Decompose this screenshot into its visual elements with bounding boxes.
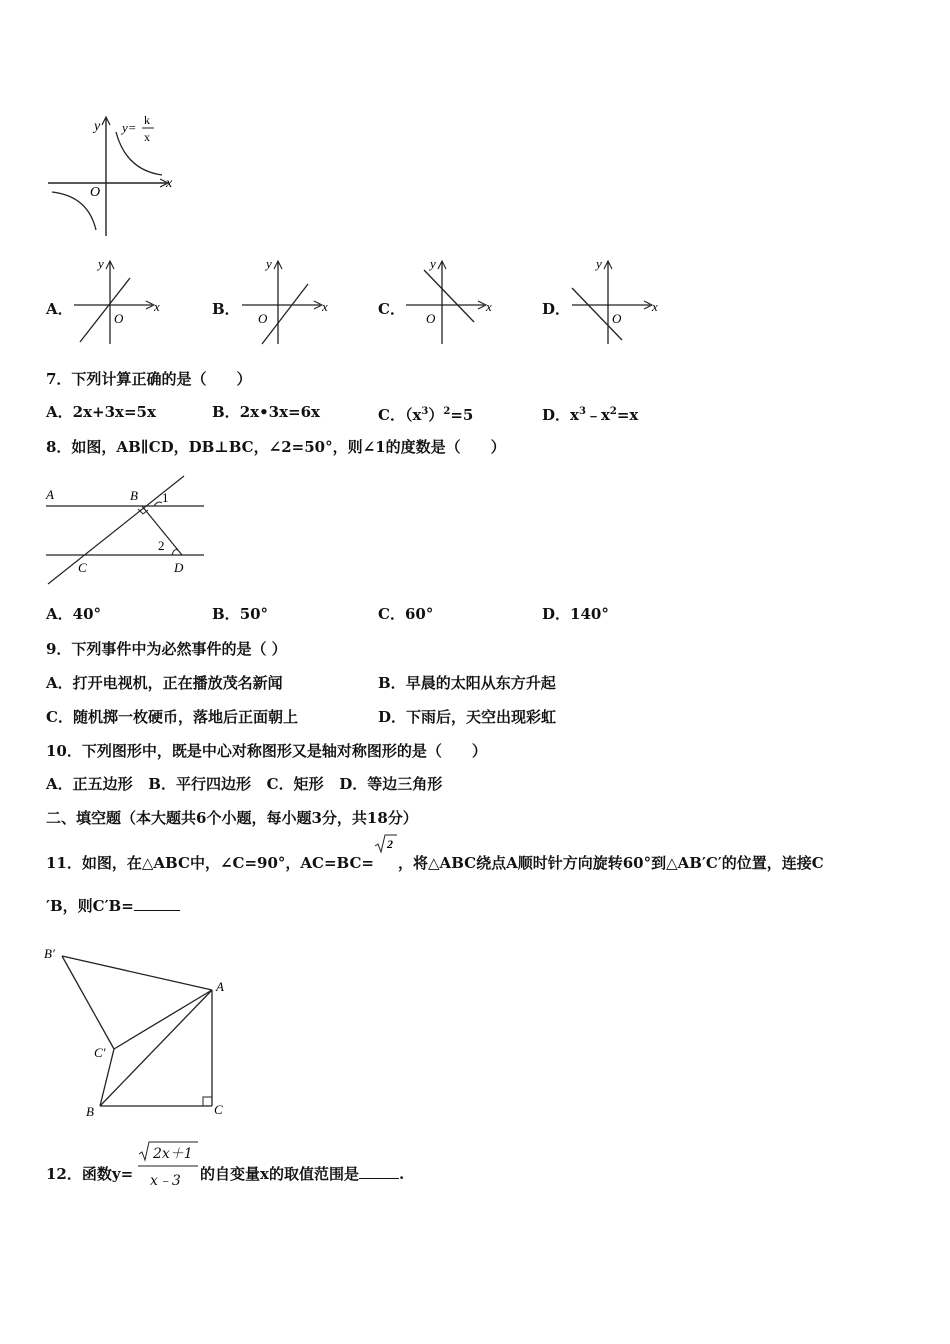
- q8-stem: 8．如图，AB∥CD，DB⊥BC，∠2=50°，则∠1的度数是（ ）: [46, 438, 506, 456]
- equation-numerator: k: [144, 113, 150, 127]
- q12-stem-pre: 12．函数y=: [46, 1165, 134, 1183]
- angle-1-arc: [154, 502, 162, 506]
- svg-text:1: 1: [162, 490, 169, 505]
- q7-option-b[interactable]: B．2x•3x=6x: [212, 403, 320, 421]
- q10-options[interactable]: A．正五边形 B．平行四边形 C．矩形 D．等边三角形: [46, 775, 443, 793]
- svg-text:A: A: [216, 979, 224, 994]
- svg-text:A: A: [46, 487, 54, 502]
- q8-parallel-lines-figure: [44, 472, 209, 592]
- q11-answer-blank[interactable]: [134, 896, 180, 911]
- svg-text:B: B: [86, 1104, 94, 1119]
- svg-text:y: y: [98, 256, 104, 271]
- angle-2-arc: [172, 550, 178, 555]
- q7-stem: 7．下列计算正确的是（ ）: [46, 370, 252, 388]
- svg-text:O: O: [114, 311, 124, 326]
- svg-text:D: D: [174, 560, 184, 575]
- q11-rotation-figure: [42, 938, 242, 1123]
- svg-text:y: y: [430, 256, 436, 271]
- svg-text:B: B: [130, 488, 138, 503]
- svg-text:2: 2: [158, 538, 165, 553]
- svg-text:C: C: [214, 1102, 223, 1117]
- svg-text:O: O: [612, 311, 622, 326]
- y-axis-label: y: [94, 119, 101, 134]
- svg-text:O: O: [258, 311, 268, 326]
- line-graph: [262, 284, 308, 344]
- q6-option-c-graph[interactable]: [404, 256, 499, 346]
- equation-denominator: x: [144, 130, 150, 144]
- svg-text:x: x: [154, 299, 160, 314]
- svg-text:y: y: [596, 256, 602, 271]
- q12-stem-post: 的自变量x的取值范围是 .: [200, 1165, 405, 1183]
- q9-option-a[interactable]: A．打开电视机，正在播放茂名新闻: [46, 674, 283, 692]
- q7-option-a[interactable]: A．2x+3x=5x: [46, 403, 156, 421]
- svg-text:x: x: [652, 299, 658, 314]
- q6-option-b-label[interactable]: B．: [212, 300, 240, 318]
- q12-answer-blank[interactable]: [359, 1164, 399, 1179]
- right-angle-mark: [203, 1097, 212, 1106]
- q6-option-a-graph[interactable]: [72, 256, 167, 346]
- svg-text:B′: B′: [44, 946, 55, 961]
- svg-text:C: C: [78, 560, 87, 575]
- hyperbola-branch-q1: [116, 132, 162, 175]
- svg-text:O: O: [426, 311, 436, 326]
- q6-option-d-graph[interactable]: [570, 256, 665, 346]
- q10-stem: 10．下列图形中，既是中心对称图形又是轴对称图形的是（ ）: [46, 742, 487, 760]
- q8-option-c[interactable]: C．60°: [378, 605, 434, 623]
- section-2-title: 二、填空题（本大题共6个小题，每小题3分，共18分）: [46, 809, 418, 827]
- q6-option-a-label[interactable]: A．: [46, 300, 73, 318]
- svg-text:2: 2: [387, 837, 394, 851]
- q8-option-d[interactable]: D．140°: [542, 605, 609, 623]
- q7-option-c[interactable]: C．$(x^3)^2=5$: [378, 406, 474, 424]
- sqrt-2: [374, 837, 398, 868]
- inverse-proportion-graph: [44, 110, 179, 240]
- q9-stem: 9．下列事件中为必然事件的是（ ）: [46, 640, 287, 658]
- q6-option-d-label[interactable]: D．: [542, 300, 571, 318]
- q9-option-b[interactable]: B．早晨的太阳从东方升起: [378, 674, 556, 692]
- svg-text:y: y: [266, 256, 272, 271]
- q6-option-c-label[interactable]: C．: [378, 300, 405, 318]
- q11-stem-line1: 11．如图，在△ABC中，∠C=90°，AC=BC= 2 ，将△ABC绕点A顺时针方向旋转60°到△AB′C′的位置，连接C: [46, 837, 824, 872]
- q8-option-b[interactable]: B．50°: [212, 605, 269, 623]
- x-axis-label: x: [166, 176, 173, 191]
- svg-text:C′: C′: [94, 1045, 106, 1060]
- svg-text:x: x: [322, 299, 328, 314]
- q9-option-c[interactable]: C．随机掷一枚硬币，落地后正面朝上: [46, 708, 298, 726]
- q8-option-a[interactable]: A．40°: [46, 605, 102, 623]
- origin-label: O: [90, 185, 101, 200]
- q12-fraction: 2x＋1 x﹣3: [136, 1140, 200, 1192]
- q7-option-d[interactable]: D．$x^3﹣x^2=x$: [542, 406, 639, 424]
- equation-y: y=: [122, 120, 137, 135]
- svg-text:x: x: [486, 299, 492, 314]
- q11-stem-line2: ′B，则C′B=: [46, 896, 180, 916]
- q6-option-b-graph[interactable]: [240, 256, 335, 346]
- q9-option-d[interactable]: D．下雨后，天空出现彩虹: [378, 708, 557, 726]
- line-graph: [80, 278, 130, 342]
